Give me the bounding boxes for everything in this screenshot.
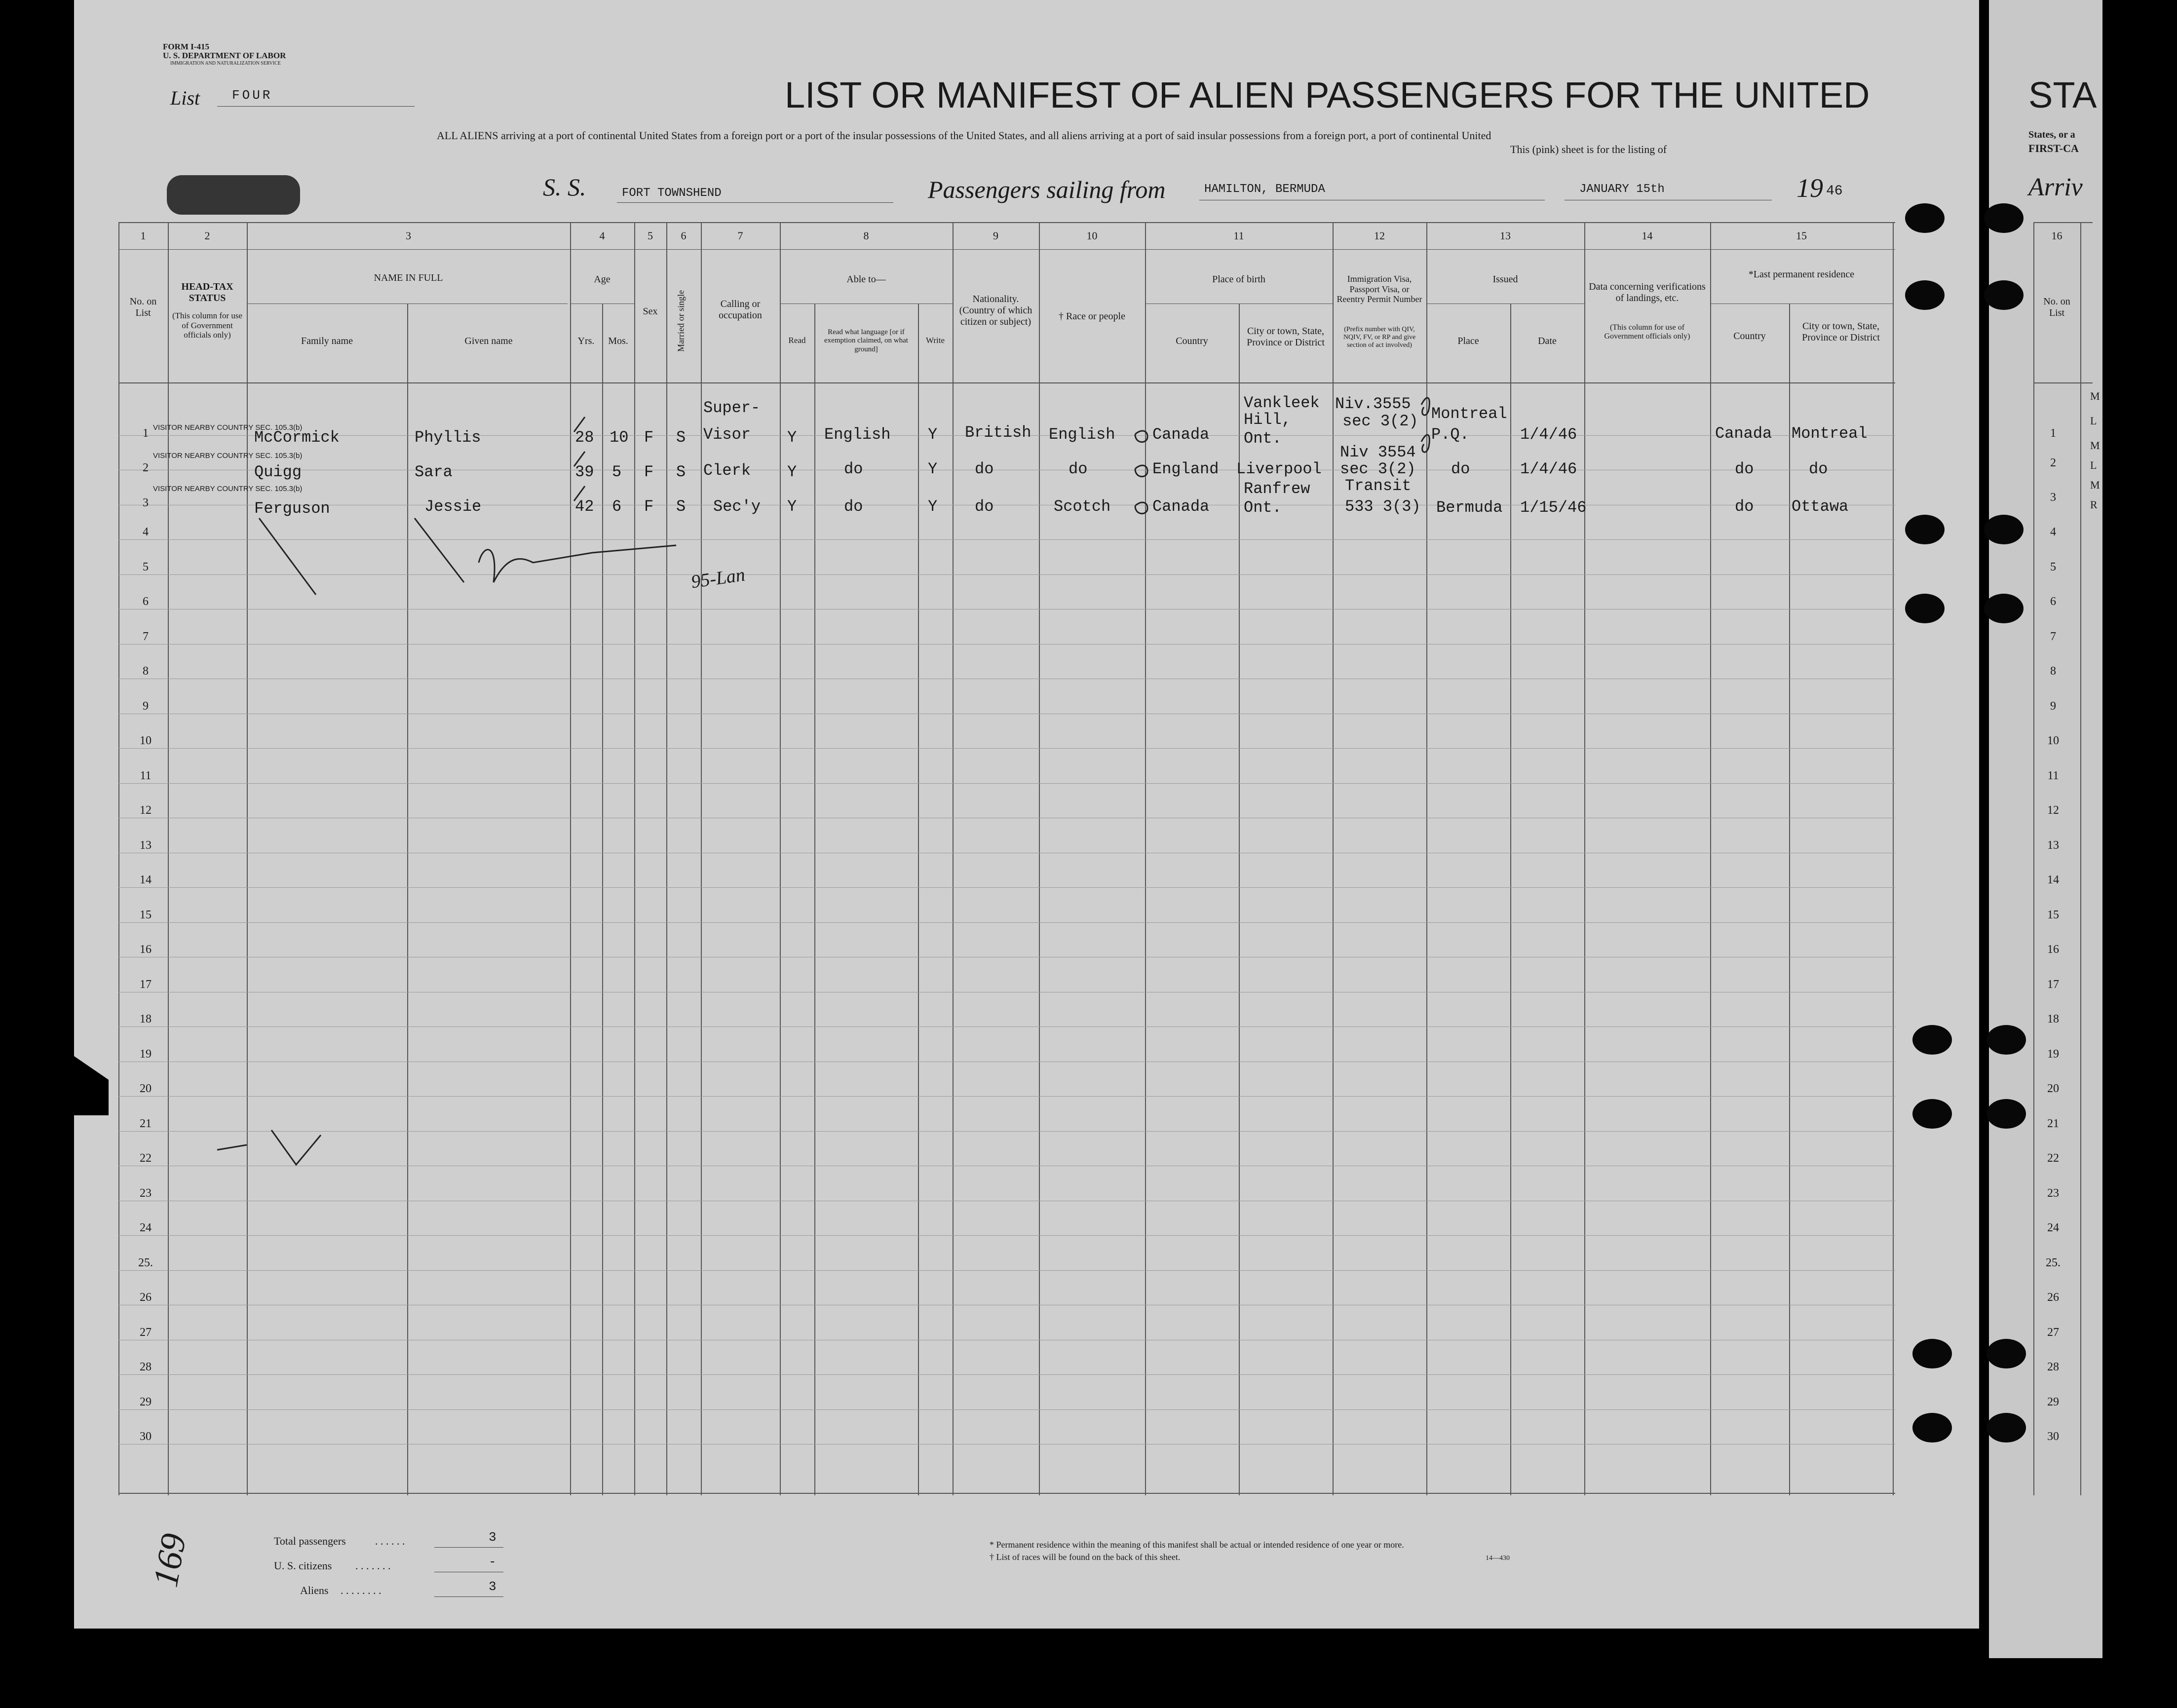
birth-city-2: Hill, <box>1244 411 1292 429</box>
issued-place-2: P.Q. <box>1431 425 1469 444</box>
row-number: 29 <box>140 1396 152 1408</box>
visa-section: 533 3(3) <box>1345 497 1421 516</box>
year-suffix: 46 <box>1826 184 1843 199</box>
col-number: 10 <box>1086 229 1098 242</box>
header-issued: Issued <box>1492 274 1518 285</box>
residence-country: do <box>1735 460 1754 478</box>
sex: F <box>644 497 654 516</box>
age-years: 28 <box>575 428 594 447</box>
header-nationality: Nationality. (Country of which citizen or subject) <box>959 294 1032 327</box>
race-mark <box>1135 465 1147 477</box>
row-number: 18 <box>140 1013 152 1025</box>
issued-place: do <box>1451 460 1470 478</box>
header-date: Date <box>1538 336 1557 346</box>
row-number-2: 17 <box>2047 978 2059 991</box>
list-value: FOUR <box>232 88 273 103</box>
language: do <box>844 497 863 516</box>
can-read: Y <box>787 463 797 481</box>
row-number-2: 20 <box>2047 1082 2059 1095</box>
row-number: 5 <box>143 561 149 573</box>
us-citizens-value: - <box>489 1555 497 1569</box>
row-number-2: 22 <box>2047 1152 2059 1165</box>
row-number-2: 3 <box>2050 491 2056 504</box>
birth-city: Vankleek <box>1244 394 1320 412</box>
punch-hole <box>1905 515 1945 544</box>
row-number-2: 14 <box>2047 873 2059 886</box>
head-tax-stamp: VISITOR NEARBY COUNTRY SEC. 105.3(b) <box>153 485 303 493</box>
row-number: 15 <box>140 909 152 921</box>
row-number-2: 25. <box>2046 1256 2061 1269</box>
adjacent-initial: M <box>2090 390 2100 402</box>
col-number: 15 <box>1796 229 1807 242</box>
birth-city-2: Ont. <box>1244 498 1282 517</box>
adjacent-arrival: Arriv <box>2028 173 2083 201</box>
sailing-date: JANUARY 15th <box>1579 183 1665 196</box>
punch-hole <box>1986 1099 2026 1129</box>
issued-place: Bermuda <box>1436 498 1503 517</box>
row-number: 13 <box>140 839 152 852</box>
punch-hole <box>1905 594 1945 623</box>
row-number-2: 4 <box>2050 526 2056 538</box>
visa-section: sec 3(2) <box>1340 460 1416 478</box>
row-number-2: 19 <box>2047 1048 2059 1061</box>
visa-number: Transit <box>1345 477 1412 495</box>
adjacent-initial: L <box>2090 459 2097 471</box>
col-number: 11 <box>1233 229 1244 242</box>
header-last-residence: *Last permanent residence <box>1748 269 1855 280</box>
row-number: 24 <box>140 1221 152 1234</box>
row-number-2: 30 <box>2047 1430 2059 1443</box>
punch-hole <box>1912 1025 1952 1055</box>
can-read: Y <box>787 497 797 516</box>
row-number-2: 12 <box>2047 804 2059 817</box>
header-sex: Sex <box>643 306 658 317</box>
ss-label: S. S. <box>543 173 586 201</box>
row-number-2: 28 <box>2047 1361 2059 1373</box>
can-write: Y <box>928 425 938 444</box>
sex: F <box>644 428 654 447</box>
family-name: Quigg <box>254 463 302 481</box>
service: IMMIGRATION AND NATURALIZATION SERVICE <box>170 61 281 66</box>
strike-line <box>415 518 464 582</box>
punch-hole <box>1984 280 2024 310</box>
header-able-to: Able to— <box>846 274 886 285</box>
col-number: 2 <box>204 229 210 242</box>
header-head-tax-note: (This column for use of Government officials only) <box>172 311 243 340</box>
residence-city: do <box>1809 460 1828 478</box>
row-number: 14 <box>140 873 152 886</box>
header-res-city: City or town, State, Province or District <box>1802 321 1880 343</box>
row-number: 6 <box>143 595 149 608</box>
footnote-residence: * Permanent residence within the meaning of this manifest shall be actual or intended residence of one year or more. <box>990 1540 1404 1550</box>
row-number: 27 <box>140 1326 152 1339</box>
given-name: Jessie <box>424 497 482 516</box>
nationality: do <box>975 460 994 478</box>
header-married: Married or single <box>676 290 686 352</box>
row-number-2: 16 <box>2047 943 2059 956</box>
marital-status: S <box>676 428 686 447</box>
header-visa: Immigration Visa, Passport Visa, or Reentry Permit Number <box>1337 274 1422 304</box>
row-number: 9 <box>143 700 149 713</box>
punch-hole <box>1986 1413 2026 1442</box>
row-number: 10 <box>140 734 152 747</box>
row-number: 3 <box>143 496 149 509</box>
header-country: Country <box>1176 336 1208 346</box>
header-place-of-birth: Place of birth <box>1212 274 1265 285</box>
form-ref: FORM I-415 <box>163 42 209 51</box>
ship-name: FORT TOWNSHEND <box>622 187 722 200</box>
total-passengers-label: Total passengers <box>274 1535 346 1547</box>
col-number: 16 <box>2051 229 2062 242</box>
row-number-2: 7 <box>2050 630 2056 643</box>
birth-country: Canada <box>1152 497 1210 516</box>
residence-city: Ottawa <box>1792 497 1849 516</box>
row-number-2: 10 <box>2047 734 2059 747</box>
punch-hole <box>1984 203 2024 233</box>
header-read: Read <box>788 336 806 345</box>
col-number: 4 <box>599 229 605 242</box>
adjacent-initial: R <box>2090 498 2098 511</box>
col-number: 13 <box>1500 229 1511 242</box>
family-name: Ferguson <box>254 499 330 518</box>
adjacent-initial: M <box>2090 439 2100 452</box>
row-number-2: 21 <box>2047 1117 2059 1130</box>
head-tax-stamp: VISITOR NEARBY COUNTRY SEC. 105.3(b) <box>153 423 303 432</box>
row-number-2: 18 <box>2047 1013 2059 1025</box>
adjacent-initial: M <box>2090 479 2100 491</box>
header-visa-note: (Prefix number with QIV, NQIV, FV, or RP and give section of act involved) <box>1343 326 1416 349</box>
row-number: 12 <box>140 804 152 817</box>
row-number: 26 <box>140 1291 152 1304</box>
header-head-tax: HEAD-TAX STATUS <box>181 281 233 304</box>
issued-date: 1/4/46 <box>1520 460 1577 478</box>
sailing-label: Passengers sailing from <box>928 176 1166 203</box>
header-mos: Mos. <box>608 336 628 346</box>
row-number: 21 <box>140 1117 152 1130</box>
can-write: Y <box>928 460 938 478</box>
row-number-2: 8 <box>2050 665 2056 678</box>
row-number-2: 26 <box>2047 1291 2059 1304</box>
age-months: 5 <box>612 463 622 481</box>
given-name: Sara <box>415 463 453 481</box>
sex: F <box>644 463 654 481</box>
head-tax-stamp: VISITOR NEARBY COUNTRY SEC. 105.3(b) <box>153 452 303 460</box>
marital-status: S <box>676 463 686 481</box>
punch-hole <box>1905 280 1945 310</box>
header-data-landings: Data concerning verifications of landings, etc. <box>1589 281 1706 304</box>
row-number: 7 <box>143 630 149 643</box>
race-mark <box>1135 502 1147 514</box>
check-mark <box>574 452 585 466</box>
birth-country: Canada <box>1152 425 1210 444</box>
punch-hole <box>1984 515 2024 544</box>
strike-line <box>259 518 316 595</box>
row-number: 8 <box>143 665 149 678</box>
row-number-2: 27 <box>2047 1326 2059 1339</box>
visa-mark <box>1421 398 1429 415</box>
header-no-on-list-2: No. on List <box>2043 296 2070 318</box>
age-months: 10 <box>610 428 629 447</box>
row-number: 23 <box>140 1187 152 1200</box>
row-number: 28 <box>140 1361 152 1373</box>
row-number: 4 <box>143 526 149 538</box>
port-name: HAMILTON, BERMUDA <box>1204 183 1325 196</box>
calling: Super- <box>703 399 761 417</box>
visa-number: Niv 3554 <box>1340 443 1416 461</box>
punch-hole <box>1905 203 1945 233</box>
header-read-what: Read what language [or if exemption claimed, on what ground] <box>824 328 908 353</box>
punch-hole <box>1984 594 2024 623</box>
check-mark <box>574 486 585 501</box>
header-data-note: (This column for use of Government officials only) <box>1604 323 1690 341</box>
row-number-2: 9 <box>2050 700 2056 713</box>
nationality: British <box>965 423 1031 442</box>
header-name-in-full: NAME IN FULL <box>374 272 443 283</box>
col-number: 7 <box>737 229 743 242</box>
aliens-underline <box>434 1596 503 1597</box>
col-number: 14 <box>1642 229 1653 242</box>
header-given-name: Given name <box>464 336 513 346</box>
header-place: Place <box>1457 336 1479 346</box>
list-label: List <box>170 87 200 109</box>
row-number: 17 <box>140 978 152 991</box>
race: Scotch <box>1054 497 1111 516</box>
year-prefix: 19 <box>1796 173 1823 203</box>
total-underline <box>434 1547 503 1548</box>
header-yrs: Yrs. <box>577 336 595 346</box>
aliens-label: Aliens <box>300 1584 329 1596</box>
col-number: 3 <box>406 229 411 242</box>
race: English <box>1049 425 1115 444</box>
header-res-country: Country <box>1733 331 1766 342</box>
row-number-2: 15 <box>2047 909 2059 921</box>
birth-city: Ranfrew <box>1244 480 1310 498</box>
row-number: 22 <box>140 1152 152 1165</box>
marital-status: S <box>676 497 686 516</box>
row-number-2: 24 <box>2047 1221 2059 1234</box>
aliens-value: 3 <box>489 1579 497 1594</box>
footnote-races: † List of races will be found on the back of this sheet. <box>990 1552 1181 1562</box>
birth-country: England <box>1152 460 1219 478</box>
can-write: Y <box>928 497 938 516</box>
calling: Clerk <box>703 461 751 480</box>
race-mark <box>1135 431 1147 442</box>
row-number: 1 <box>143 427 149 440</box>
residence-country: do <box>1735 497 1754 516</box>
age-months: 6 <box>612 497 622 516</box>
total-passengers-value: 3 <box>489 1530 497 1545</box>
header-family-name: Family name <box>301 336 353 346</box>
issued-date: 1/4/46 <box>1520 425 1577 444</box>
adjacent-line1: States, or a <box>2028 129 2075 140</box>
row-number: 16 <box>140 943 152 956</box>
header-write: Write <box>925 336 945 345</box>
row-number: 30 <box>140 1430 152 1443</box>
header-age: Age <box>594 274 611 285</box>
handwritten-margin-note: 95-Lan <box>689 564 747 593</box>
us-citizens-label: U. S. citizens <box>274 1559 332 1572</box>
residence-city: Montreal <box>1792 424 1868 443</box>
race: do <box>1069 460 1088 478</box>
row-number-2: 11 <box>2047 769 2059 782</box>
row-number-2: 6 <box>2050 595 2056 608</box>
residence-country: Canada <box>1715 424 1772 443</box>
adjacent-initial: L <box>2090 415 2097 427</box>
signature-scrawl <box>479 545 676 582</box>
header-calling: Calling or occupation <box>719 299 762 321</box>
issued-date: 1/15/46 <box>1520 498 1587 517</box>
col-number: 12 <box>1374 229 1385 242</box>
col-number: 6 <box>681 229 687 242</box>
row-number: 25. <box>138 1256 153 1269</box>
row-number-2: 1 <box>2050 427 2056 440</box>
row-number: 2 <box>143 461 149 474</box>
calling: Sec'y <box>713 497 761 516</box>
nationality: do <box>975 497 994 516</box>
row-number: 11 <box>140 769 152 782</box>
check-mark <box>574 417 585 432</box>
header-no-on-list: No. on List <box>129 296 157 318</box>
calling-cont: Visor <box>703 425 751 444</box>
age-years: 39 <box>575 463 594 481</box>
subtitle-1: ALL ALIENS arriving at a port of continental United States from a foreign port or a port of the insular possessions of the United States, and all aliens arriving at a port of said insular possessions from a foreign port, a port of continental United <box>437 129 1491 142</box>
header-city: City or town, State, Province or District <box>1247 326 1325 348</box>
issued-place: Montreal <box>1431 405 1507 423</box>
row-number-2: 29 <box>2047 1396 2059 1408</box>
given-name: Phyllis <box>415 428 481 447</box>
row-number-2: 13 <box>2047 839 2059 852</box>
department: U. S. DEPARTMENT OF LABOR <box>163 51 286 60</box>
header-race: † Race or people <box>1059 311 1125 322</box>
row-number-2: 2 <box>2050 456 2056 469</box>
birth-city-3: Ont. <box>1244 429 1282 448</box>
language: do <box>844 460 863 478</box>
adjacent-title: STA <box>2028 75 2097 115</box>
row-number-2: 23 <box>2047 1187 2059 1200</box>
visa-section: sec 3(2) <box>1342 412 1418 430</box>
col-number: 8 <box>863 229 869 242</box>
col-number: 9 <box>993 229 998 242</box>
punch-hole <box>1912 1099 1952 1129</box>
adjacent-line2: FIRST-CA <box>2028 142 2079 154</box>
visa-mark <box>1421 435 1429 452</box>
punch-hole <box>1986 1025 2026 1055</box>
form-code: 14—430 <box>1486 1555 1510 1562</box>
visa-number: Niv.3555 <box>1335 395 1411 413</box>
punch-hole <box>1986 1339 2026 1368</box>
manifest-title: LIST OR MANIFEST OF ALIEN PASSENGERS FOR THE UNITED <box>785 75 1870 115</box>
punch-hole <box>1912 1339 1952 1368</box>
can-read: Y <box>787 428 797 447</box>
family-name: McCormick <box>254 428 340 447</box>
age-years: 42 <box>575 497 594 516</box>
punch-hole <box>1912 1413 1952 1442</box>
subtitle-2: This (pink) sheet is for the listing of <box>1510 143 1667 155</box>
row-number: 19 <box>140 1048 152 1061</box>
row-number: 20 <box>140 1082 152 1095</box>
col-number: 5 <box>648 229 653 242</box>
language: English <box>824 425 891 444</box>
handwritten-sheet-number: 169 <box>145 1530 194 1590</box>
col-number: 1 <box>140 229 146 242</box>
stray-mark <box>217 1130 321 1165</box>
birth-city: Liverpool <box>1236 460 1322 478</box>
row-number-2: 5 <box>2050 561 2056 573</box>
